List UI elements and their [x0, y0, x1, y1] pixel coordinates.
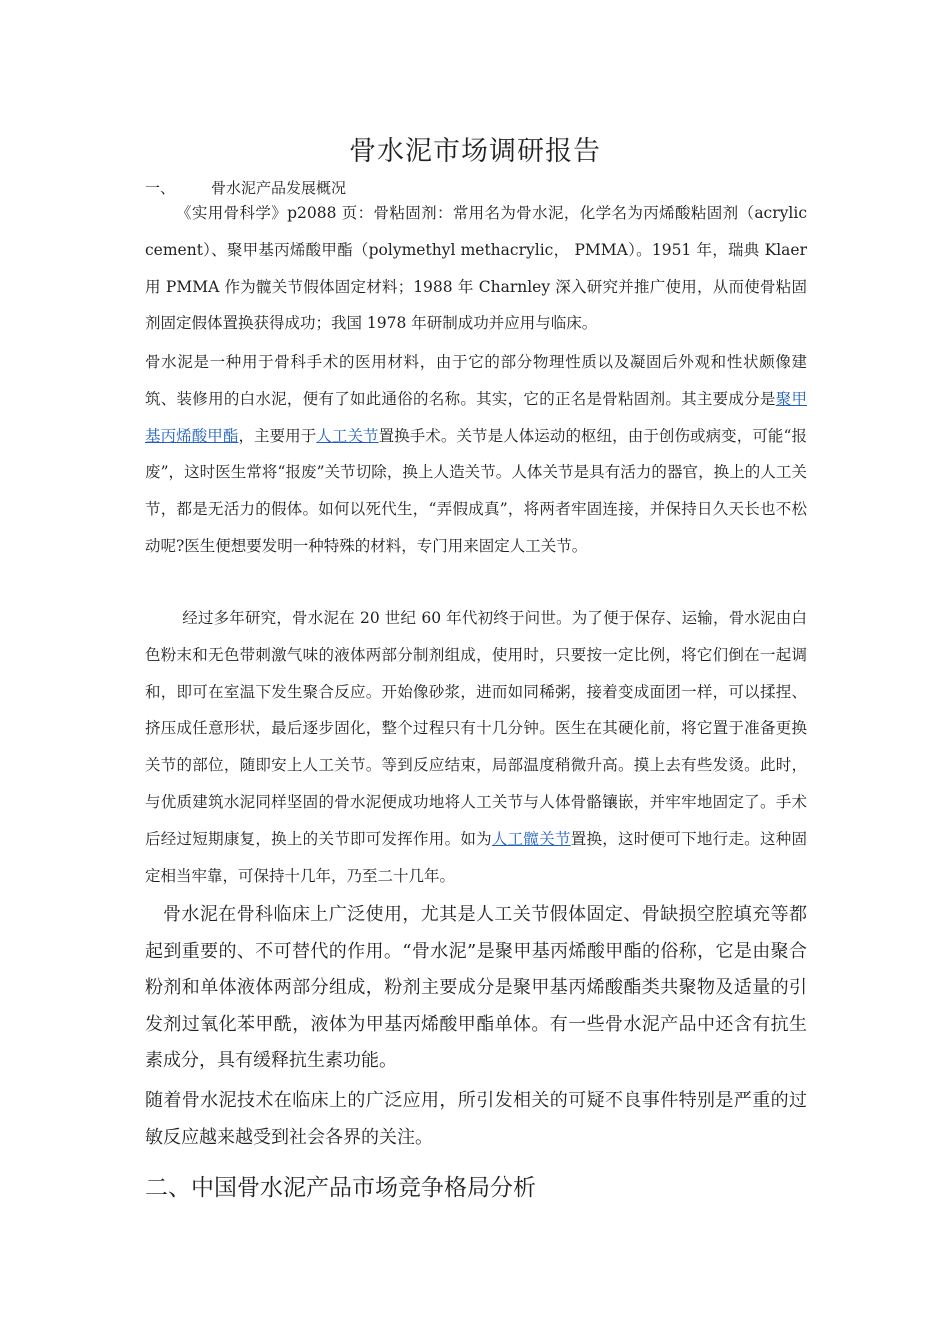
- paragraph-3-text: [145, 600, 807, 894]
- paragraph-3: [145, 600, 807, 894]
- document-title: 骨水泥市场调研报告: [349, 136, 601, 167]
- paragraph-4-text: 骨水泥在骨科临床上广泛使用，尤其是人工关节假体固定、骨缺损空腔填充等都起到重要的、不可替代的作用。“骨水泥”是聚甲基丙烯酸甲酯的俗称，它是由聚合粉剂和单体液体两部分组成，粉剂主要成分是聚甲基丙烯酸酯类共聚物及适量的引发剂过氧化苯甲酰，液体为甲基丙烯酸甲酯单体。有一些骨水泥产品中还含有抗生素成分，具有缓释抗生素功能。: [145, 904, 807, 1071]
- paragraph-1: [145, 195, 807, 342]
- link-artificial-joint[interactable]: 人工关节: [316, 426, 379, 445]
- paragraph-5: [145, 1083, 807, 1156]
- section-1-number: 一、: [145, 179, 176, 197]
- paragraph-2: [145, 344, 807, 565]
- paragraph-2-text: [145, 344, 807, 565]
- paragraph-3-post: 置换，这时便可下地行走。这种固定相当牢靠，可保持十几年，乃至二十几年。: [145, 829, 807, 885]
- paragraph-3-pre: 经过多年研究，骨水泥在 20 世纪 60 年代初终于问世。为了便于保存、运输，骨水泥由白色粉末和无色带刺激气味的液体两部分制剂组成，使用时，只要按一定比例，将它们倒在一起调和，即可在室温下发生聚合反应。开始像砂浆，进而如同稀粥，接着变成面团一样，可以揉捏、挤压成任意形状，最后逐步固化，整个过程只有十几分钟。医生在其硬化前，将它置于准备更换关节的部位，随即安上人工关节。等到反应结束，局部温度稍微升高。摸上去有些发烫。此时，与优质建筑水泥同样坚固的骨水泥便成功地将人工关节与人体骨骼镶嵌，并牢牢地固定了。手术后经过短期康复，换上的关节即可发挥作用。如为: [145, 609, 807, 848]
- paragraph-1-text: 《实用骨科学》p2088 页：骨粘固剂：常用名为骨水泥，化学名为丙烯酸粘固剂（acrylic cement）、聚甲基丙烯酸甲酯（polymethyl methacrylic， PMMA）。1951 年，瑞典 Klaer 用 PMMA 作为髋关节假体固定材料；1988 年 Charnley 深入研究并推广使用，从而使骨粘固剂固定假体置换获得成功；我国 1978 年研制成功并应用与临床。: [145, 204, 807, 333]
- paragraph-2-pre: 骨水泥是一种用于骨科手术的医用材料，由于它的部分物理性质以及凝固后外观和性状颇像建筑、装修用的白水泥，便有了如此通俗的名称。其实，它的正名是骨粘固剂。其主要成分是: [145, 353, 807, 408]
- paragraph-4: [145, 897, 807, 1080]
- paragraph-5-text: 随着骨水泥技术在临床上的广泛应用，所引发相关的可疑不良事件特别是严重的过敏反应越来越受到社会各界的关注。: [145, 1090, 807, 1148]
- paragraph-2-post: 置换手术。关节是人体运动的枢纽，由于创伤或病变，可能“报废”，这时医生常将“报废”关节切除，换上人造关节。人体关节是具有活力的器官，换上的人工关节，都是无活力的假体。如何以死代生，“弄假成真”，将两者牢固连接，并保持日久天长也不松动呢?医生便想要发明一种特殊的材料，专门用来固定人工关节。: [145, 426, 807, 555]
- link-artificial-hip-joint[interactable]: 人工髋关节: [491, 829, 571, 848]
- paragraph-2-mid: ，主要用于: [238, 426, 317, 445]
- link-pmma[interactable]: 聚甲基丙烯酸甲酯: [145, 389, 807, 445]
- section-2-heading: 二、中国骨水泥产品市场竞争格局分析: [145, 1175, 536, 1201]
- section-1-title: 骨水泥产品发展概况: [211, 179, 347, 197]
